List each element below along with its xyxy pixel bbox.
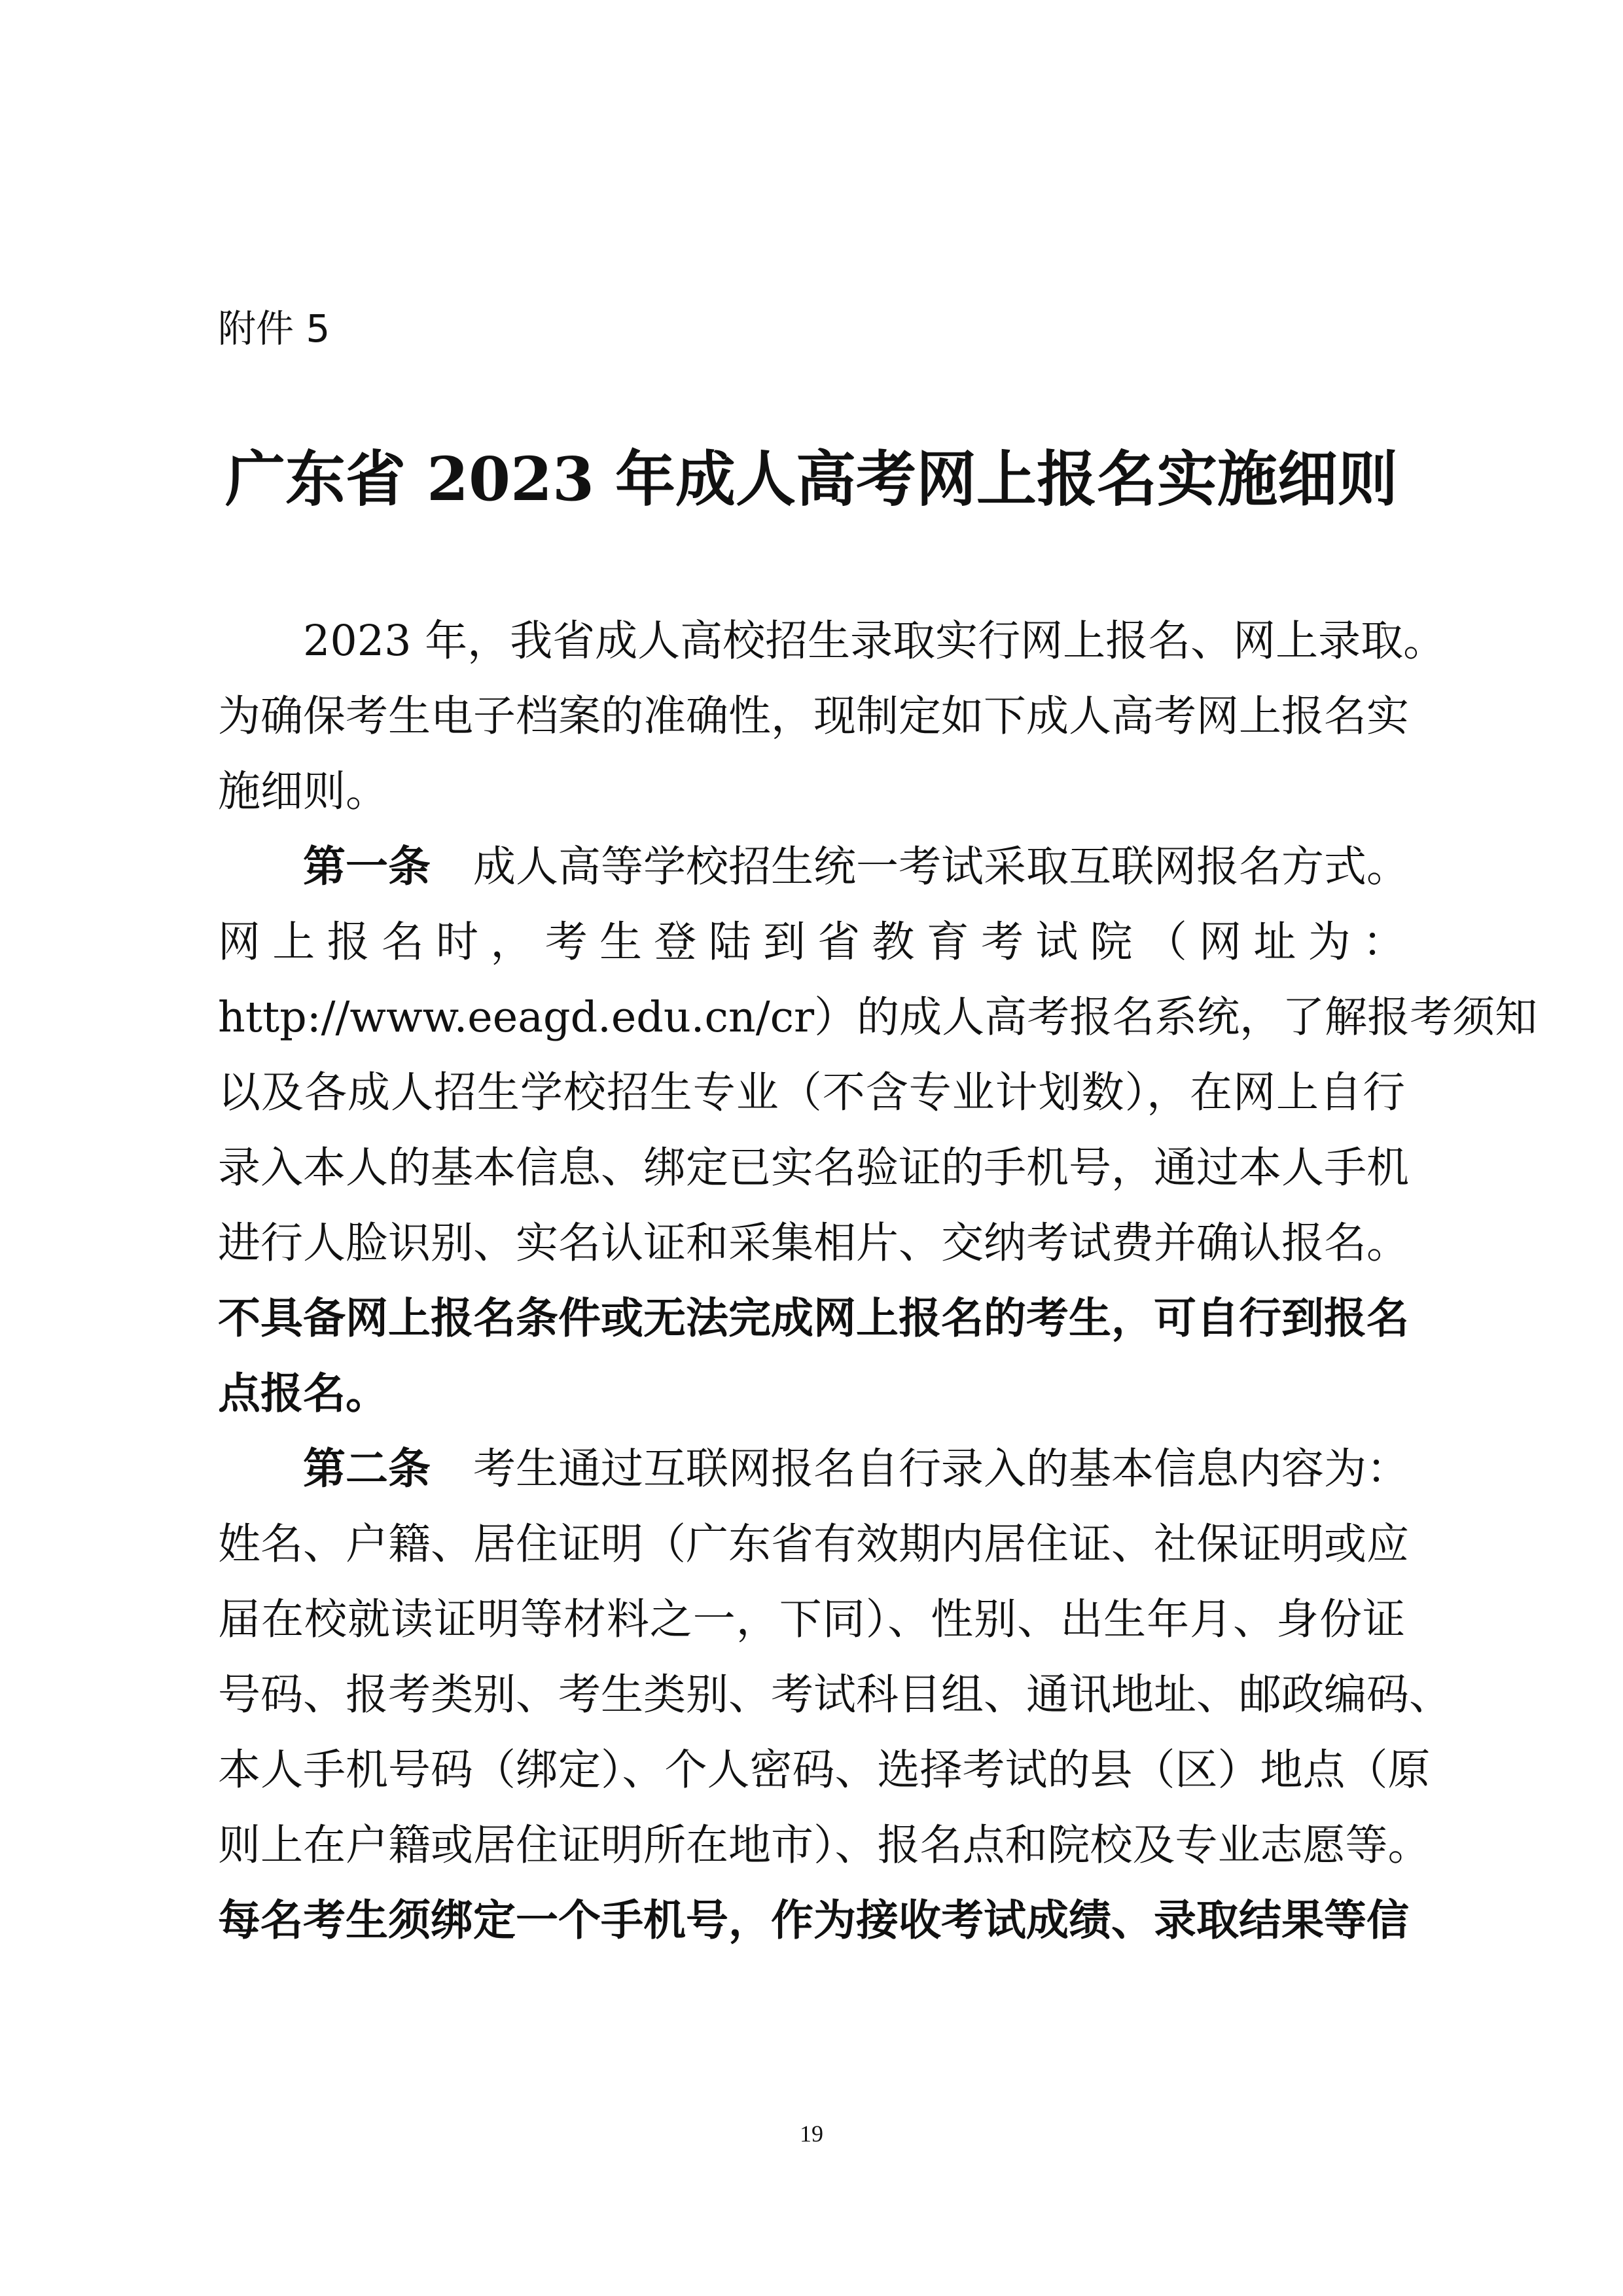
article1-line-4: 以及各成人招生学校招生专业（不含专业计划数），在网上自行 xyxy=(218,1068,1405,1117)
article1-label: 第一条 xyxy=(303,842,431,891)
article1-line-3: http://www.eeagd.edu.cn/cr）的成人高考报名系统，了解报考须知 xyxy=(218,993,1538,1042)
page-title: 广东省 2023 年成人高考网上报名实施细则 xyxy=(224,444,1399,514)
article1-bold-line-1: 不具备网上报名条件或无法完成网上报名的考生，可自行到报名 xyxy=(218,1294,1410,1343)
article1-line-2: 网上报名时，考生登陆到省教育考试院（网址为： xyxy=(218,918,1405,967)
article2-line-4: 号码、报考类别、考生类别、考试科目组、通讯地址、邮政编码、 xyxy=(218,1670,1452,1719)
intro-line-2: 为确保考生电子档案的准确性，现制定如下成人高考网上报名实 xyxy=(218,692,1410,741)
article1-line-5: 录入本人的基本信息、绑定已实名验证的手机号，通过本人手机 xyxy=(218,1143,1410,1193)
article2-line-3: 届在校就读证明等材料之一，下同）、性别、出生年月、身份证 xyxy=(218,1595,1405,1644)
article2-first-line xyxy=(303,1443,1410,1496)
article2-line-2: 姓名、户籍、居住证明（广东省有效期内居住证、社保证明或应 xyxy=(218,1520,1410,1569)
page-number: 19 xyxy=(800,2121,823,2147)
article1-text: 成人高等学校招生统一考试采取互联网报名方式。 xyxy=(473,842,1410,891)
article1-first-line xyxy=(303,841,1410,893)
intro-line-1: 2023 年，我省成人高校招生录取实行网上报名、网上录取。 xyxy=(303,617,1446,666)
article2-line-6: 则上在户籍或居住证明所在地市）、报名点和院校及专业志愿等。 xyxy=(218,1821,1431,1870)
intro-line-3: 施细则。 xyxy=(218,767,389,816)
attachment-label: 附件 5 xyxy=(218,306,330,351)
article1-bold-line-2: 点报名。 xyxy=(218,1369,389,1418)
article2-label: 第二条 xyxy=(303,1444,431,1494)
article2-bold-line-1: 每名考生须绑定一个手机号，作为接收考试成绩、录取结果等信 xyxy=(218,1896,1410,1945)
article1-line-6: 进行人脸识别、实名认证和采集相片、交纳考试费并确认报名。 xyxy=(218,1219,1410,1268)
article2-text: 考生通过互联网报名自行录入的基本信息内容为： xyxy=(473,1444,1410,1494)
article2-line-5: 本人手机号码（绑定）、个人密码、选择考试的县（区）地点（原 xyxy=(218,1746,1431,1795)
